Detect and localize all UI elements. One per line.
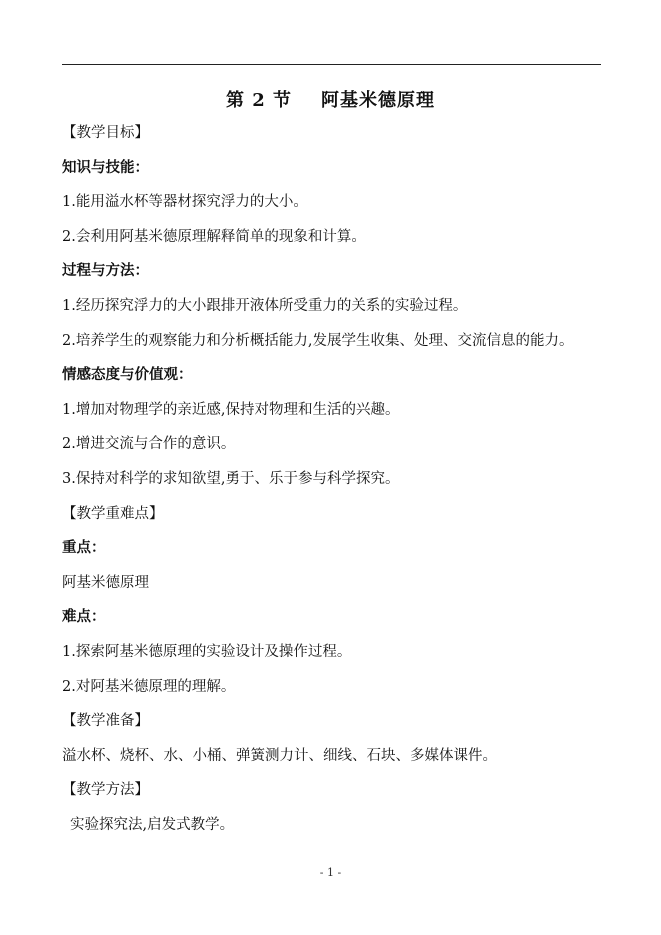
text-line: 阿基米德原理 [62, 574, 149, 591]
page-number: - 1 - [319, 866, 342, 879]
section-heading-preparation: 【教学准备】 [62, 713, 149, 730]
text-line: 2.增进交流与合作的意识。 [62, 436, 236, 453]
document-title: 第 2 节 阿基米德原理 [225, 90, 436, 111]
text-line: 2.对阿基米德原理的理解。 [62, 678, 236, 695]
section-heading-methods: 【教学方法】 [62, 782, 149, 799]
text-line: 溢水杯、烧杯、水、小桶、弹簧测力计、细线、石块、多媒体课件。 [62, 747, 497, 764]
text-line: 2.会利用阿基米德原理解释简单的现象和计算。 [62, 228, 366, 245]
text-line: 2.培养学生的观察能力和分析概括能力,发展学生收集、处理、交流信息的能力。 [62, 332, 574, 349]
text-line: 1.经历探究浮力的大小跟排开液体所受重力的关系的实验过程。 [62, 297, 468, 314]
text-line: 1.探索阿基米德原理的实验设计及操作过程。 [62, 643, 352, 660]
header-rule [62, 64, 601, 65]
subheading-attitudes-values: 情感态度与价值观： [62, 366, 193, 384]
section-heading-key-points: 【教学重难点】 [62, 505, 164, 522]
text-line: 1.能用溢水杯等器材探究浮力的大小。 [62, 194, 308, 211]
text-line: 实验探究法,启发式教学。 [70, 816, 235, 833]
document-body [62, 116, 622, 842]
text-line: 3.保持对科学的求知欲望,勇于、乐于参与科学探究。 [62, 470, 400, 487]
subheading-key-point: 重点： [62, 539, 106, 557]
subheading-process-methods: 过程与方法： [62, 262, 149, 280]
text-line: 1.增加对物理学的亲近感,保持对物理和生活的兴趣。 [62, 401, 400, 418]
subheading-difficulty: 难点： [62, 608, 106, 626]
section-heading-objectives: 【教学目标】 [62, 125, 149, 141]
subheading-knowledge-skills: 知识与技能： [62, 158, 149, 176]
